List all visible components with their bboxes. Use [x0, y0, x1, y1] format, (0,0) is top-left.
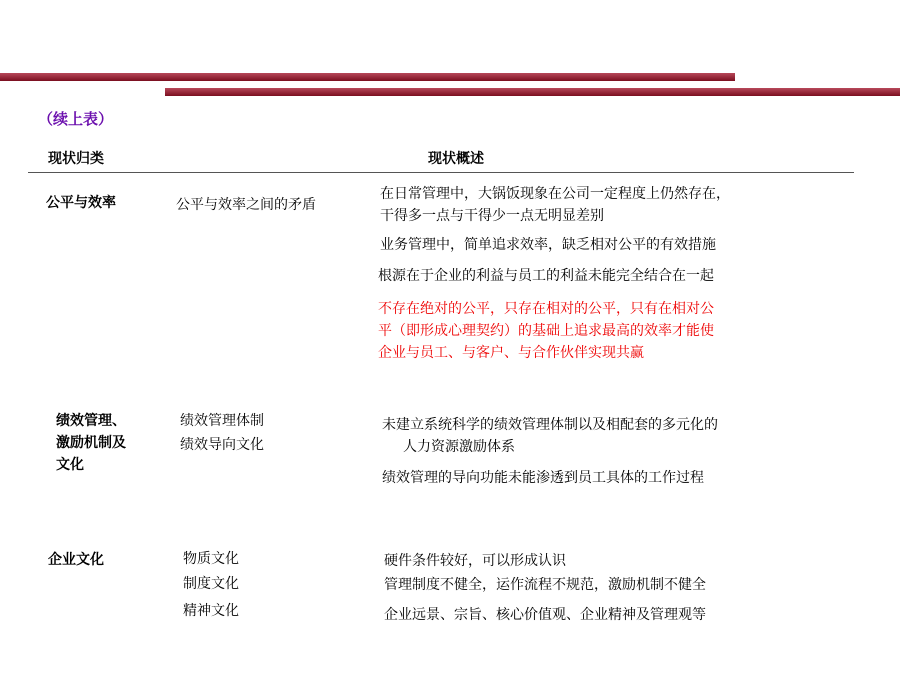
header-category: 现状归类 [48, 151, 104, 167]
category-corporate-culture: 企业文化 [48, 552, 104, 568]
subitem-system-culture: 制度文化 [183, 576, 239, 592]
description-line: 在日常管理中，大锅饭现象在公司一定程度上仍然存在， [380, 186, 730, 202]
highlight-line: 不存在绝对的公平，只存在相对的公平，只有在相对公 [378, 301, 714, 317]
description-line: 企业远景、宗旨、核心价值观、企业精神及管理观等 [384, 607, 706, 623]
highlight-line: 平（即形成心理契约）的基础上追求最高的效率才能使 [378, 323, 714, 339]
description-line: 根源在于企业的利益与员工的利益未能完全结合在一起 [378, 268, 714, 284]
description-line: 未建立系统科学的绩效管理体制以及相配套的多元化的 [382, 417, 718, 433]
continued-label: （续上表） [38, 110, 114, 128]
subitem-performance-system: 绩效管理体制 [180, 413, 264, 429]
subitem-fairness-conflict: 公平与效率之间的矛盾 [176, 197, 316, 213]
subitem-performance-culture: 绩效导向文化 [180, 437, 264, 453]
title-bar-bottom [165, 88, 900, 96]
header-overview: 现状概述 [428, 151, 484, 167]
category-performance-line: 文化 [56, 457, 84, 473]
highlight-line: 企业与员工、与客户、与合作伙伴实现共赢 [378, 345, 644, 361]
description-line: 管理制度不健全，运作流程不规范，激励机制不健全 [384, 577, 706, 593]
subitem-spirit-culture: 精神文化 [183, 603, 239, 619]
description-line: 硬件条件较好，可以形成认识 [384, 553, 566, 569]
description-line: 业务管理中，简单追求效率，缺乏相对公平的有效措施 [380, 237, 716, 253]
category-performance-line: 激励机制及 [56, 435, 126, 451]
description-line: 绩效管理的导向功能未能渗透到员工具体的工作过程 [382, 470, 704, 486]
title-bar-top [0, 73, 735, 81]
category-performance-line: 绩效管理、 [56, 413, 126, 429]
description-line: 人力资源激励体系 [403, 439, 515, 455]
description-line: 干得多一点与干得少一点无明显差别 [380, 208, 604, 224]
category-fairness-efficiency: 公平与效率 [46, 195, 116, 211]
header-divider [28, 172, 854, 173]
subitem-material-culture: 物质文化 [183, 551, 239, 567]
